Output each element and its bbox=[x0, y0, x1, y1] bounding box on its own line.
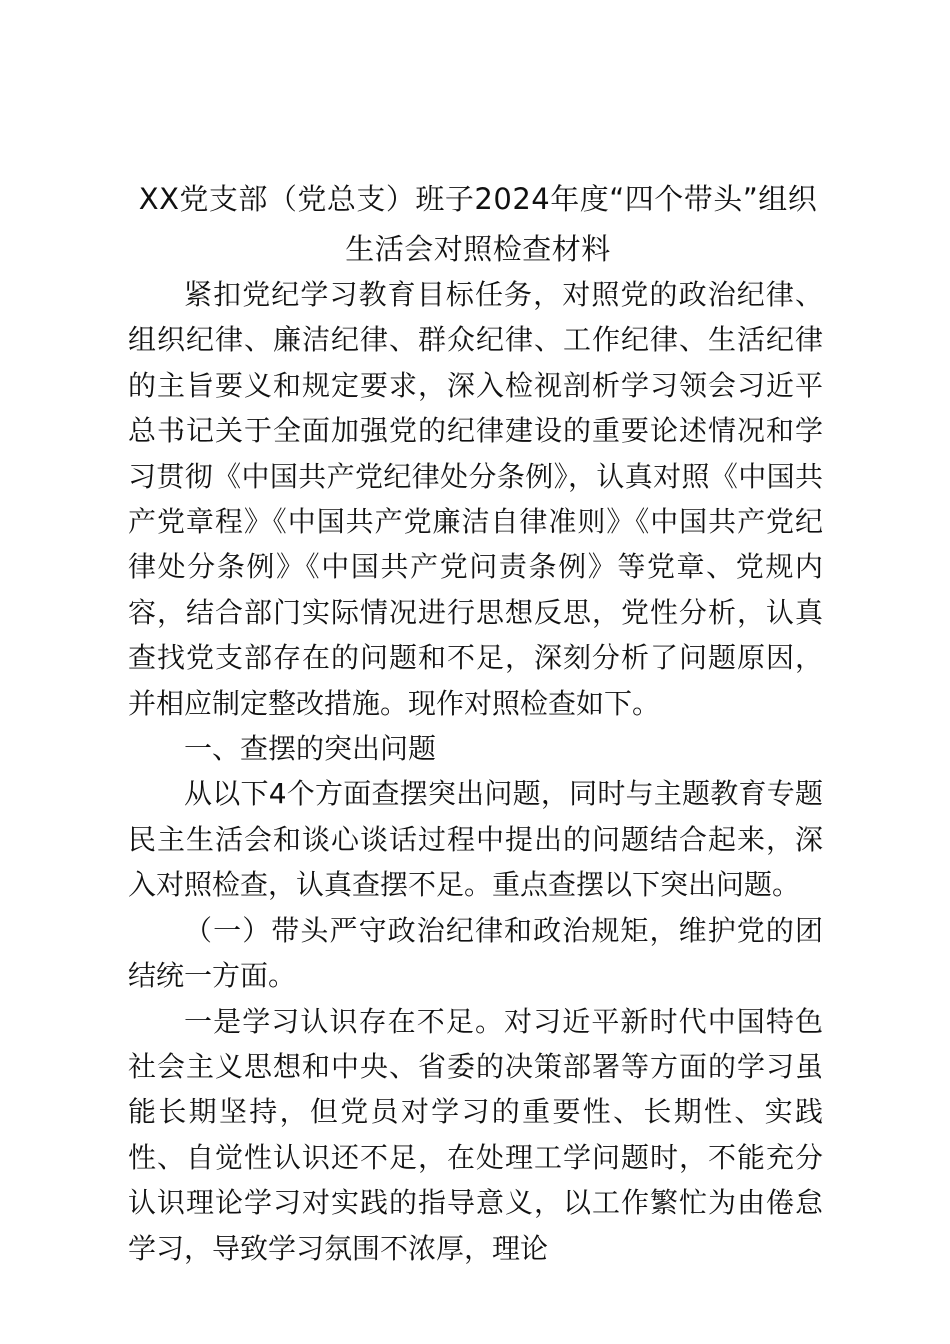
section-intro-paragraph: 从以下4个方面查摆突出问题，同时与主题教育专题民主生活会和谈心谈话过程中提出的问题结合起来，深入对照检查，认真查摆不足。重点查摆以下突出问题。 bbox=[128, 777, 823, 902]
point-paragraph-1: 一是学习认识存在不足。对习近平新时代中国特色社会主义思想和中央、省委的决策部署等方面的学习虽能长期坚持，但党员对学习的重要性、长期性、实践性、自觉性认识还不足，在处理工学问题时，不能充分认识理论学习对实践的指导意义，以工作繁忙为由倦怠学习，导致学习氛围不浓厚，理论 bbox=[128, 1004, 823, 1265]
section-heading-1: 一、查摆的突出问题 bbox=[184, 732, 437, 766]
document-title bbox=[128, 174, 828, 274]
subsection-heading-1: （一）带头严守政治纪律和政治规矩，维护党的团结统一方面。 bbox=[128, 913, 823, 993]
intro-paragraph: 紧扣党纪学习教育目标任务，对照党的政治纪律、组织纪律、廉洁纪律、群众纪律、工作纪律、生活纪律的主旨要义和规定要求，深入检视剖析学习领会习近平总书记关于全面加强党的纪律建设的重要论述情况和学习贯彻《中国共产党纪律处分条例》，认真对照《中国共产党章程》《中国共产党廉洁自律准则》《中国共产党纪律处分条例》《中国共产党问责条例》等党章、党规内容，结合部门实际情况进行思想反思，党性分析，认真查找党支部存在的问题和不足，深刻分析了问题原因，并相应制定整改措施。现作对照检查如下。 bbox=[128, 278, 823, 720]
document-body bbox=[128, 272, 823, 1271]
title-line-2: 生活会对照检查材料 bbox=[345, 232, 611, 266]
title-line-1: XX党支部（党总支）班子2024年度“四个带头”组织 bbox=[138, 182, 818, 216]
